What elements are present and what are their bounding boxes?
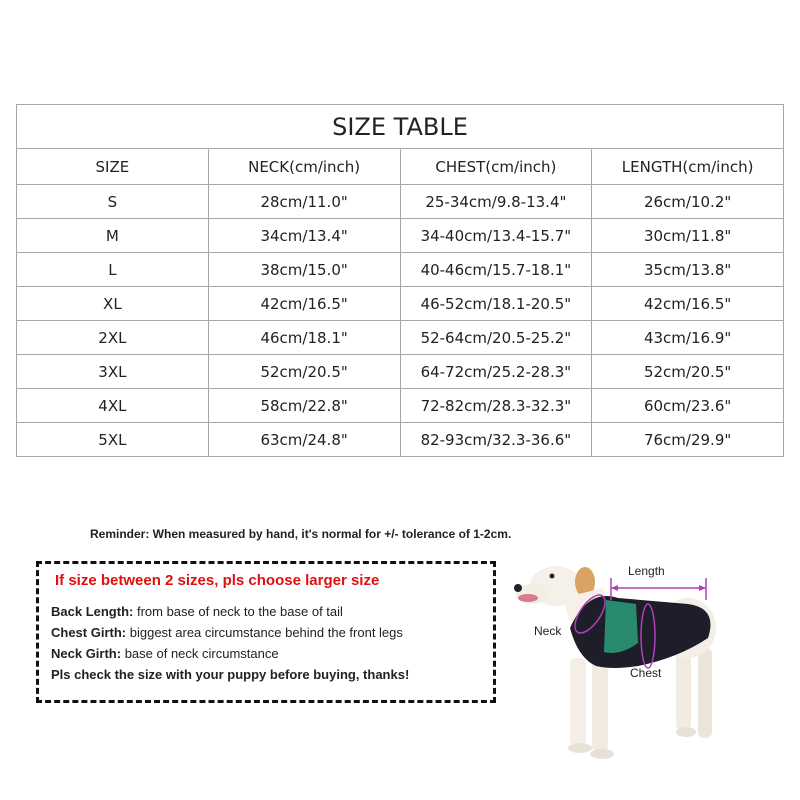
header-neck: NECK(cm/inch) <box>208 149 400 185</box>
table-row <box>17 253 784 287</box>
table-row <box>17 355 784 389</box>
note-label: Chest Girth: <box>51 625 127 640</box>
cell-chest: 64-72cm/25.2-28.3" <box>400 355 592 389</box>
cell-size: 2XL <box>17 321 209 355</box>
header-size: SIZE <box>17 149 209 185</box>
cell-length: 60cm/23.6" <box>592 389 784 423</box>
cell-neck: 63cm/24.8" <box>208 423 400 457</box>
cell-neck: 28cm/11.0" <box>208 185 400 219</box>
cell-size: XL <box>17 287 209 321</box>
note-text: biggest area circumstance behind the front legs <box>126 625 403 640</box>
table-header-row <box>17 149 784 185</box>
cell-neck: 42cm/16.5" <box>208 287 400 321</box>
size-table <box>16 104 784 457</box>
cell-length: 52cm/20.5" <box>592 355 784 389</box>
cell-neck: 46cm/18.1" <box>208 321 400 355</box>
cell-size: 5XL <box>17 423 209 457</box>
note-check-size <box>51 667 409 682</box>
note-label: Pls check the size with your puppy before buying, thanks! <box>51 667 410 682</box>
cell-length: 42cm/16.5" <box>592 287 784 321</box>
note-label: Back Length: <box>51 604 134 619</box>
cell-length: 26cm/10.2" <box>592 185 784 219</box>
header-length: LENGTH(cm/inch) <box>592 149 784 185</box>
table-row <box>17 185 784 219</box>
cell-length: 76cm/29.9" <box>592 423 784 457</box>
cell-chest: 82-93cm/32.3-36.6" <box>400 423 592 457</box>
table-title: SIZE TABLE <box>17 105 784 149</box>
dog-measurement-diagram <box>508 548 718 780</box>
note-text: from base of neck to the base of tail <box>133 604 343 619</box>
note-text: base of neck circumstance <box>121 646 279 661</box>
cell-size: 3XL <box>17 355 209 389</box>
cell-length: 35cm/13.8" <box>592 253 784 287</box>
cell-chest: 34-40cm/13.4-15.7" <box>400 219 592 253</box>
cell-neck: 34cm/13.4" <box>208 219 400 253</box>
note-neck-girth <box>51 646 279 661</box>
cell-neck: 52cm/20.5" <box>208 355 400 389</box>
cell-neck: 58cm/22.8" <box>208 389 400 423</box>
cell-size: L <box>17 253 209 287</box>
note-chest-girth <box>51 625 403 640</box>
cell-size: S <box>17 185 209 219</box>
table-row <box>17 219 784 253</box>
note-title: If size between 2 sizes, pls choose larger size <box>55 572 380 589</box>
sizing-note-box <box>36 561 496 703</box>
note-label: Neck Girth: <box>51 646 122 661</box>
cell-size: 4XL <box>17 389 209 423</box>
note-back-length <box>51 604 343 619</box>
header-chest: CHEST(cm/inch) <box>400 149 592 185</box>
cell-chest: 72-82cm/28.3-32.3" <box>400 389 592 423</box>
tolerance-reminder: Reminder: When measured by hand, it's normal for +/- tolerance of 1-2cm. <box>90 527 512 541</box>
table-row <box>17 321 784 355</box>
cell-length: 43cm/16.9" <box>592 321 784 355</box>
cell-chest: 25-34cm/9.8-13.4" <box>400 185 592 219</box>
neck-label: Neck <box>534 624 562 638</box>
table-row <box>17 287 784 321</box>
length-label: Length <box>628 564 665 578</box>
cell-chest: 46-52cm/18.1-20.5" <box>400 287 592 321</box>
table-row <box>17 423 784 457</box>
dog-illustration <box>508 548 718 780</box>
cell-size: M <box>17 219 209 253</box>
cell-neck: 38cm/15.0" <box>208 253 400 287</box>
table-row <box>17 389 784 423</box>
chest-label: Chest <box>630 666 662 680</box>
cell-length: 30cm/11.8" <box>592 219 784 253</box>
cell-chest: 40-46cm/15.7-18.1" <box>400 253 592 287</box>
cell-chest: 52-64cm/20.5-25.2" <box>400 321 592 355</box>
